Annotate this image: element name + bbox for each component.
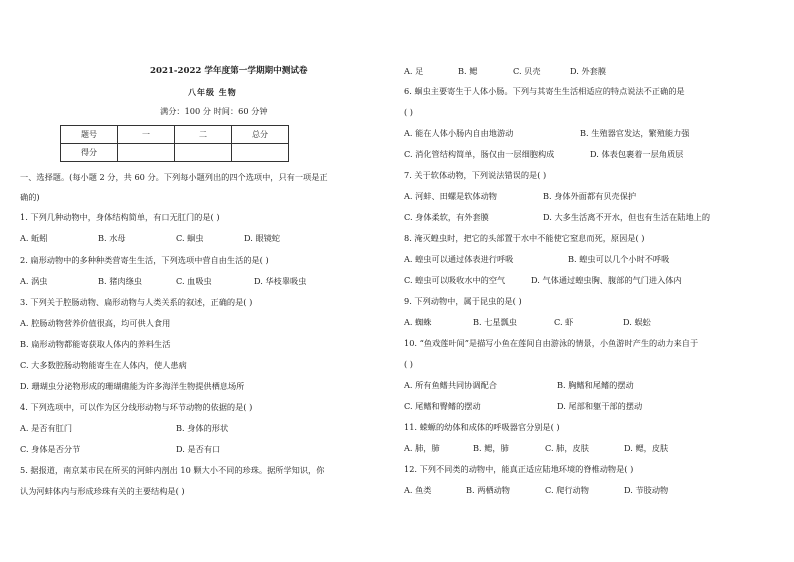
q11-option-b: B. 鳃，肺 (473, 443, 509, 453)
q6-option-c: C. 消化管结构简单，肠仅由一层细胞构成 (404, 149, 555, 159)
table-cell (118, 144, 175, 162)
q4-option-c: C. 身体是否分节 (20, 444, 81, 454)
q10-option-b: B. 胸鳍和尾鳍的摆动 (557, 380, 634, 390)
question-4: 4. 下列选项中，可以作为区分线形动物与环节动物的依据的是( ) (20, 402, 253, 412)
q8-option-c: C. 蝗虫可以吸收水中的空气 (404, 275, 506, 285)
q8-option-a: A. 蝗虫可以通过体表进行呼吸 (404, 254, 514, 264)
q10-option-a: A. 所有鱼鳍共同协调配合 (404, 380, 497, 390)
q9-option-a: A. 蜘蛛 (404, 317, 432, 327)
table-cell: 二 (175, 126, 232, 144)
q7-option-c: C. 身体柔软，有外套膜 (404, 212, 489, 222)
q11-option-d: D. 鳃，皮肤 (624, 443, 669, 453)
q9-option-d: D. 蜈蚣 (623, 317, 651, 327)
table-row (61, 126, 289, 144)
q2-option-a: A. 涡虫 (20, 276, 48, 286)
exam-meta: 满分：100 分 时间：60 分钟 (160, 106, 268, 116)
question-6-cont: ( ) (404, 107, 413, 117)
q1-option-d: D. 眼镜蛇 (244, 233, 281, 243)
table-cell: 得分 (61, 144, 118, 162)
q11-option-a: A. 肺，肺 (404, 443, 440, 453)
table-cell (175, 144, 232, 162)
q10-option-d: D. 尾部和躯干部的摆动 (557, 401, 643, 411)
q9-option-b: B. 七星瓢虫 (473, 317, 517, 327)
q7-option-d: D. 大多生活离不开水，但也有生活在陆地上的 (543, 212, 711, 222)
q12-option-b: B. 两栖动物 (466, 485, 510, 495)
q3-option-a: A. 腔肠动物营养价值很高，均可供人食用 (20, 318, 171, 328)
table-row (61, 144, 289, 162)
q3-option-c: C. 大多数腔肠动物能寄生在人体内，使人患病 (20, 360, 187, 370)
q4-option-a: A. 是否有肛门 (20, 423, 73, 433)
q5-option-d: D. 外套膜 (570, 66, 607, 76)
q4-option-d: D. 是否有口 (176, 444, 221, 454)
q2-option-b: B. 猪肉绦虫 (98, 276, 142, 286)
question-2: 2. 扁形动物中的多种种类营寄生生活，下列选项中营自由生活的是( ) (20, 255, 269, 265)
table-cell: 一 (118, 126, 175, 144)
q5-option-c: C. 贝壳 (513, 66, 541, 76)
q12-option-a: A. 鱼类 (404, 485, 432, 495)
question-11: 11. 蝾螈的幼体和成体的呼吸器官分别是( ) (404, 422, 560, 432)
exam-title: 2021-2022 学年度第一学期期中测试卷 (150, 66, 308, 76)
q10-option-c: C. 尾鳍和臀鳍的摆动 (404, 401, 481, 411)
q11-option-c: C. 肺，皮肤 (545, 443, 589, 453)
q6-option-b: B. 生殖器官发达，繁殖能力强 (580, 128, 690, 138)
q7-option-a: A. 河蚌、田螺是软体动物 (404, 191, 497, 201)
q1-option-c: C. 蛔虫 (176, 233, 204, 243)
question-10-cont: ( ) (404, 359, 413, 369)
table-cell: 题号 (61, 126, 118, 144)
q5-option-a: A. 足 (404, 66, 424, 76)
q12-option-c: C. 爬行动物 (545, 485, 589, 495)
section-heading-cont: 确的) (20, 192, 40, 202)
q8-option-d: D. 气体通过蝗虫胸、腹部的气门进入体内 (531, 275, 682, 285)
question-3: 3. 下列关于腔肠动物、扁形动物与人类关系的叙述，正确的是( ) (20, 297, 253, 307)
q9-option-c: C. 虾 (554, 317, 574, 327)
q12-option-d: D. 节肢动物 (624, 485, 669, 495)
q4-option-b: B. 身体的形状 (176, 423, 229, 433)
q5-option-b: B. 鳃 (458, 66, 478, 76)
question-7: 7. 关于软体动物，下列说法错误的是( ) (404, 170, 547, 180)
q8-option-b: B. 蝗虫可以几个小时不呼吸 (568, 254, 670, 264)
question-5: 5. 据报道，南京某市民在所买的河蚌内剖出 10 颗大小不同的珍珠。据所学知识，你 (20, 465, 325, 475)
question-6: 6. 蛔虫主要寄生于人体小肠。下列与其寄生生活相适应的特点说法不正确的是 (404, 86, 685, 96)
q2-option-d: D. 华枝睾吸虫 (254, 276, 307, 286)
table-cell (232, 144, 289, 162)
q1-option-b: B. 水母 (98, 233, 126, 243)
score-table (60, 125, 289, 162)
table-cell: 总分 (232, 126, 289, 144)
q1-option-a: A. 蚯蚓 (20, 233, 48, 243)
section-heading: 一、选择题。(每小题 2 分，共 60 分。下列每小题列出的四个选项中，只有一项是正 (20, 172, 328, 182)
question-5-cont: 认为河蚌体内与形成珍珠有关的主要结构是( ) (20, 486, 185, 496)
question-12: 12. 下列不同类的动物中，能真正适应陆地环境的脊椎动物是( ) (404, 464, 634, 474)
q6-option-a: A. 能在人体小肠内自由地游动 (404, 128, 514, 138)
q6-option-d: D. 体表包裹着一层角质层 (590, 149, 684, 159)
question-1: 1. 下列几种动物中，身体结构简单，有口无肛门的是( ) (20, 212, 220, 222)
question-10: 10. “鱼戏莲叶间”是描写小鱼在莲间自由游泳的情景，小鱼游时产生的动力来自于 (404, 338, 699, 348)
question-8: 8. 淹灭蝗虫时，把它的头部置于水中不能使它窒息而死，原因是( ) (404, 233, 645, 243)
question-9: 9. 下列动物中，属于昆虫的是( ) (404, 296, 522, 306)
q2-option-c: C. 血吸虫 (176, 276, 212, 286)
q3-option-b: B. 扁形动物都能寄获取人体内的养料生活 (20, 339, 171, 349)
exam-subtitle: 八年级 生物 (188, 87, 237, 97)
q3-option-d: D. 珊瑚虫分泌物形成的珊瑚礁能为许多海洋生物提供栖息场所 (20, 381, 245, 391)
q7-option-b: B. 身体外面都有贝壳保护 (543, 191, 637, 201)
